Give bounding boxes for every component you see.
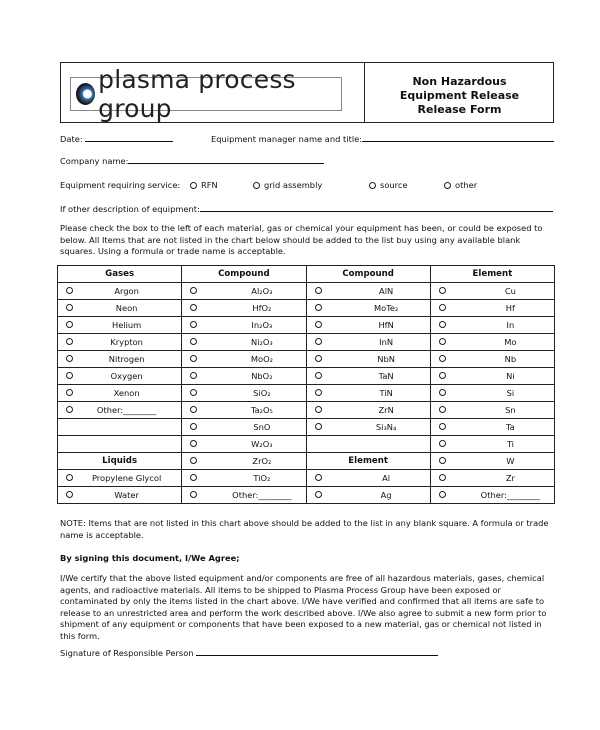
cell-label: Oxygen	[110, 371, 143, 381]
checkbox-circle-icon[interactable]	[66, 389, 73, 396]
table-cell[interactable]	[182, 470, 306, 487]
checkbox-circle-icon[interactable]	[439, 491, 446, 498]
table-cell[interactable]	[182, 385, 306, 402]
table-cell[interactable]	[306, 402, 430, 419]
checkbox-circle-icon[interactable]	[439, 474, 446, 481]
cell-label: MoTe₂	[373, 303, 399, 313]
table-row	[58, 470, 555, 487]
table-cell[interactable]	[430, 487, 554, 504]
service-option-source[interactable]: source	[369, 180, 408, 190]
service-option-grid[interactable]: grid assembly	[253, 180, 322, 190]
cell-label: Ag	[380, 490, 392, 500]
cell-label: Element	[472, 269, 513, 279]
cell-label: Argon	[114, 286, 139, 296]
table-cell[interactable]	[430, 402, 554, 419]
table-cell[interactable]	[306, 317, 430, 334]
table-cell[interactable]	[182, 487, 306, 504]
checkbox-circle-icon[interactable]	[439, 440, 446, 447]
certification-text: I/We certify that the above listed equipment and/or components are free of all hazardous materials, gases, chemical agents, and radioactive materials. All items to be shipped to Plasma Process Group have been exposed or contaminated by only the items listed in the chart above. I/We have verified and confirmed that all items are safe to release to an unrestricted area and perform the work described above. I/We also agree to submit a new form prior to shipment of any equipment or components that have been exposed to a new material, gas or chemical not listed in this form.	[60, 573, 547, 641]
service-label: Equipment requiring service:	[60, 180, 181, 190]
service-option-rfn[interactable]: RFN	[190, 180, 218, 190]
cell-label: NbO₂	[251, 371, 273, 381]
table-row	[58, 487, 555, 504]
column-header	[58, 266, 182, 283]
checkbox-circle-icon[interactable]	[66, 355, 73, 362]
table-row	[58, 453, 555, 470]
blank-cell	[58, 436, 182, 453]
checkbox-circle-icon[interactable]	[439, 355, 446, 362]
table-cell[interactable]	[306, 368, 430, 385]
date-field[interactable]	[85, 133, 173, 142]
table-cell[interactable]	[430, 453, 554, 470]
table-row	[58, 317, 555, 334]
form-title: Non Hazardous Equipment Release Release Form	[399, 75, 520, 116]
checkbox-circle-icon[interactable]	[315, 491, 322, 498]
checkbox-circle-icon[interactable]	[315, 287, 322, 294]
instructions: Please check the box to the left of each material, gas or chemical your equipment has been, or could be exposed to below. All Items that are not listed in the chart below should be added to the list buy using any available blank squares. Using a formula or trade name is acceptable.	[60, 223, 543, 256]
cell-label: ZrN	[378, 405, 394, 415]
cell-label: NbN	[377, 354, 395, 364]
cell-label: Cu	[504, 286, 516, 296]
table-row	[58, 385, 555, 402]
table-cell[interactable]	[306, 419, 430, 436]
checkbox-circle-icon[interactable]	[439, 287, 446, 294]
checkbox-circle-icon[interactable]	[439, 389, 446, 396]
checkbox-circle-icon[interactable]	[439, 321, 446, 328]
checkbox-circle-icon[interactable]	[439, 338, 446, 345]
table-cell[interactable]	[58, 351, 182, 368]
other-desc-field[interactable]	[200, 203, 553, 212]
form-header	[60, 62, 554, 123]
table-cell[interactable]	[306, 487, 430, 504]
table-row	[58, 351, 555, 368]
table-cell[interactable]	[430, 419, 554, 436]
cell-label: Other:________	[480, 490, 541, 500]
checkbox-circle-icon[interactable]	[66, 338, 73, 345]
table-cell[interactable]	[306, 351, 430, 368]
table-cell[interactable]	[430, 317, 554, 334]
section-header	[58, 453, 182, 470]
cell-label: SiO₂	[253, 388, 271, 398]
table-row	[58, 283, 555, 300]
checkbox-circle-icon[interactable]	[66, 491, 73, 498]
cell-label: Compound	[342, 269, 394, 279]
checkbox-circle-icon[interactable]	[439, 457, 446, 464]
checkbox-circle-icon[interactable]	[315, 423, 322, 430]
cell-label: HfN	[378, 320, 394, 330]
table-cell[interactable]	[306, 283, 430, 300]
cell-label: W	[506, 456, 515, 466]
checkbox-circle-icon[interactable]	[66, 304, 73, 311]
table-row	[58, 334, 555, 351]
cell-label: Al	[382, 473, 391, 483]
cell-label: Zr	[505, 473, 515, 483]
cell-label: Water	[114, 490, 139, 500]
cell-label: InN	[379, 337, 394, 347]
table-row	[58, 402, 555, 419]
cell-label: Xenon	[113, 388, 140, 398]
cell-label: Ni₂O₃	[251, 337, 273, 347]
table-cell[interactable]	[182, 402, 306, 419]
blank-cell	[58, 419, 182, 436]
materials-table	[57, 265, 555, 504]
cell-label: Nb	[504, 354, 517, 364]
table-cell[interactable]	[430, 470, 554, 487]
column-header	[306, 266, 430, 283]
table-cell[interactable]	[58, 300, 182, 317]
table-cell[interactable]	[430, 334, 554, 351]
cell-label: Si	[506, 388, 515, 398]
cell-label: TiO₂	[253, 473, 271, 483]
cell-label: Compound	[218, 269, 270, 279]
cell-label: Other:________	[232, 490, 292, 500]
cell-label: Krypton	[110, 337, 143, 347]
cell-label: W₂O₃	[251, 439, 273, 449]
table-cell[interactable]	[430, 351, 554, 368]
table-cell[interactable]	[182, 334, 306, 351]
cell-label: Neon	[115, 303, 138, 313]
cell-label: Mo	[504, 337, 517, 347]
checkbox-circle-icon[interactable]	[66, 321, 73, 328]
checkbox-circle-icon[interactable]	[66, 287, 73, 294]
column-header	[182, 266, 306, 283]
checkbox-circle-icon[interactable]	[315, 474, 322, 481]
cell-label: Nitrogen	[108, 354, 145, 364]
cell-label: In₂O₃	[251, 320, 273, 330]
service-option-other[interactable]: other	[444, 180, 477, 190]
cell-label: Other:________	[96, 405, 157, 415]
table-cell[interactable]	[182, 300, 306, 317]
cell-label: TiN	[379, 388, 393, 398]
signature-field[interactable]	[196, 647, 438, 656]
checkbox-circle-icon[interactable]	[439, 372, 446, 379]
table-row	[58, 419, 555, 436]
checkbox-circle-icon[interactable]	[315, 338, 322, 345]
table-cell[interactable]	[182, 368, 306, 385]
cell-label: Ti	[506, 439, 514, 449]
table-cell[interactable]	[306, 334, 430, 351]
blank-cell	[306, 436, 430, 453]
cell-label: MoO₂	[250, 354, 273, 364]
table-cell[interactable]	[430, 283, 554, 300]
table-cell[interactable]	[182, 317, 306, 334]
logo-mark-icon	[76, 83, 95, 105]
company-label: Company name:	[60, 156, 129, 166]
note: NOTE: Items that are not listed in this chart above should be added to the list in any blank square. A formula or trade name is acceptable.	[60, 518, 549, 540]
cell-label: Al₂O₃	[251, 286, 273, 296]
table-cell[interactable]	[306, 470, 430, 487]
cell-label: Si₃N₄	[375, 422, 397, 432]
cell-label: Sn	[505, 405, 516, 415]
manager-label: Equipment manager name and title:	[211, 134, 363, 144]
cell-label: Liquids	[102, 456, 138, 466]
agree-heading: By signing this document, I/We Agree;	[60, 553, 240, 563]
table-cell[interactable]	[58, 402, 182, 419]
table-row	[58, 368, 555, 385]
table-cell[interactable]	[306, 300, 430, 317]
cell-label: Ni	[506, 371, 515, 381]
table-cell[interactable]	[182, 419, 306, 436]
cell-label: SnO	[253, 422, 271, 432]
cell-label: ZrO₂	[252, 456, 272, 466]
table-row	[58, 300, 555, 317]
section-header	[306, 453, 430, 470]
table-row	[58, 436, 555, 453]
cell-label: Ta	[505, 422, 515, 432]
table-cell[interactable]	[58, 368, 182, 385]
other-desc-label: If other description of equipment:	[60, 204, 200, 214]
checkbox-circle-icon[interactable]	[439, 406, 446, 413]
cell-label: Ta₂O₅	[250, 405, 273, 415]
cell-label: Gases	[105, 269, 135, 279]
table-cell[interactable]	[58, 385, 182, 402]
table-cell[interactable]	[430, 436, 554, 453]
logo-text: plasma process group	[98, 65, 296, 123]
checkbox-circle-icon[interactable]	[315, 372, 322, 379]
checkbox-circle-icon[interactable]	[315, 321, 322, 328]
table-cell[interactable]	[58, 470, 182, 487]
company-field[interactable]	[128, 155, 324, 164]
cell-label: Hf	[505, 303, 515, 313]
signature-label: Signature of Responsible Person	[60, 648, 194, 658]
manager-field[interactable]	[362, 133, 554, 142]
table-cell[interactable]	[430, 300, 554, 317]
table-cell[interactable]	[182, 436, 306, 453]
table-cell[interactable]	[58, 317, 182, 334]
checkbox-circle-icon[interactable]	[439, 423, 446, 430]
checkbox-circle-icon[interactable]	[315, 389, 322, 396]
table-header-row	[58, 266, 555, 283]
table-cell[interactable]	[430, 368, 554, 385]
cell-label: Helium	[111, 320, 142, 330]
cell-label: TaN	[378, 371, 394, 381]
checkbox-circle-icon[interactable]	[315, 406, 322, 413]
checkbox-circle-icon[interactable]	[66, 372, 73, 379]
checkbox-circle-icon[interactable]	[66, 406, 73, 413]
cell-label: Propylene Glycol	[91, 473, 162, 483]
checkbox-circle-icon[interactable]	[315, 304, 322, 311]
checkbox-circle-icon[interactable]	[439, 304, 446, 311]
table-cell[interactable]	[58, 283, 182, 300]
column-header	[430, 266, 554, 283]
cell-label: Element	[348, 456, 388, 466]
cell-label: HfO₂	[252, 303, 272, 313]
cell-label: In	[506, 320, 515, 330]
checkbox-circle-icon[interactable]	[66, 474, 73, 481]
checkbox-circle-icon[interactable]	[315, 355, 322, 362]
table-cell[interactable]	[182, 283, 306, 300]
table-cell[interactable]	[58, 334, 182, 351]
table-cell[interactable]	[430, 385, 554, 402]
table-cell[interactable]	[58, 487, 182, 504]
date-label: Date:	[60, 134, 83, 144]
company-logo	[70, 65, 342, 123]
table-cell[interactable]	[182, 453, 306, 470]
table-cell[interactable]	[306, 385, 430, 402]
table-cell[interactable]	[182, 351, 306, 368]
cell-label: AlN	[379, 286, 394, 296]
